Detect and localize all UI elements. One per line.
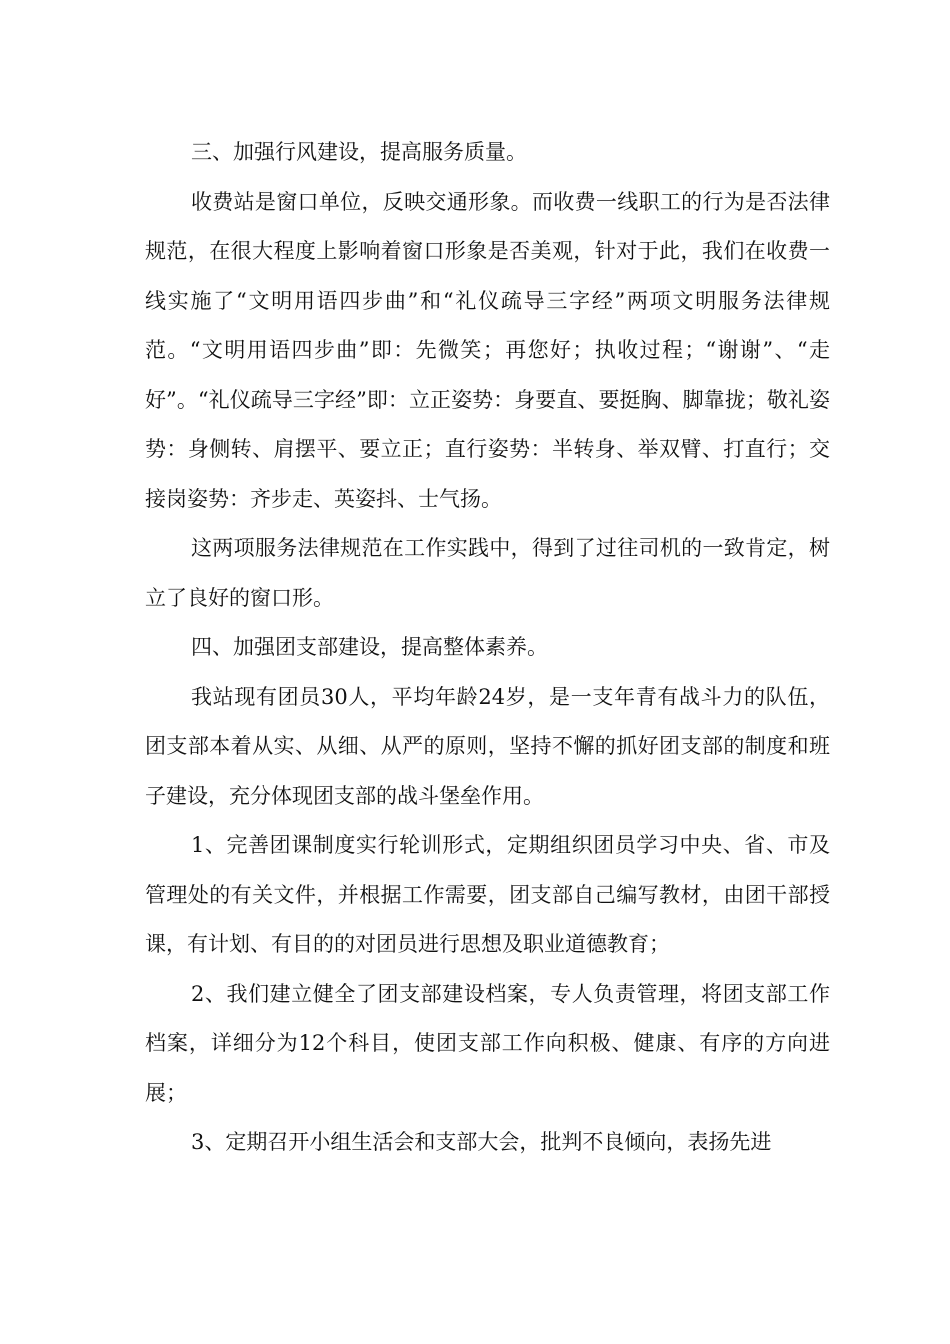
- list-item-1: 1、完善团课制度实行轮训形式，定期组织团员学习中央、省、市及管理处的有关文件，并根据工作需要，团支部自己编写教材，由团干部授课，有计划、有目的的对团员进行思想及职业道德教育；: [145, 833, 830, 956]
- list-item-2: 2、我们建立健全了团支部建设档案，专人负责管理，将团支部工作档案，详细分为12个科目，使团支部工作向积极、健康、有序的方向进展；: [145, 981, 830, 1105]
- paragraph-service-norms-result: 这两项服务法律规范在工作实践中，得到了过往司机的一致肯定，树立了良好的窗口形。: [145, 536, 830, 610]
- paragraph-toll-station: 收费站是窗口单位，反映交通形象。而收费一线职工的行为是否法律规范，在很大程度上影响着窗口形象是否美观，针对于此，我们在收费一线实施了“文明用语四步曲”和“礼仪疏导三字经”两项文明服务法律规范。“文明用语四步曲”即：先微笑；再您好；执收过程；“谢谢”、“走好”。“礼仪疏导三字经”即：立正姿势：身要直、要挺胸、脚靠拢；敬礼姿势：身侧转、肩摆平、要立正；直行姿势：半转身、举双臂、打直行；交接岗姿势：齐步走、英姿抖、士气扬。: [145, 189, 830, 511]
- section-heading-3: 三、加强行风建设，提高服务质量。: [191, 140, 527, 164]
- paragraph-league-members: 我站现有团员30人，平均年龄24岁，是一支年青有战斗力的队伍，团支部本着从实、从细、从严的原则，坚持不懈的抓好团支部的制度和班子建设，充分体现团支部的战斗堡垒作用。: [145, 684, 830, 808]
- section-heading-4: 四、加强团支部建设，提高整体素养。: [191, 635, 548, 659]
- list-item-3: 3、定期召开小组生活会和支部大会，批判不良倾向，表扬先进: [191, 1130, 772, 1154]
- document-body: [145, 128, 830, 1168]
